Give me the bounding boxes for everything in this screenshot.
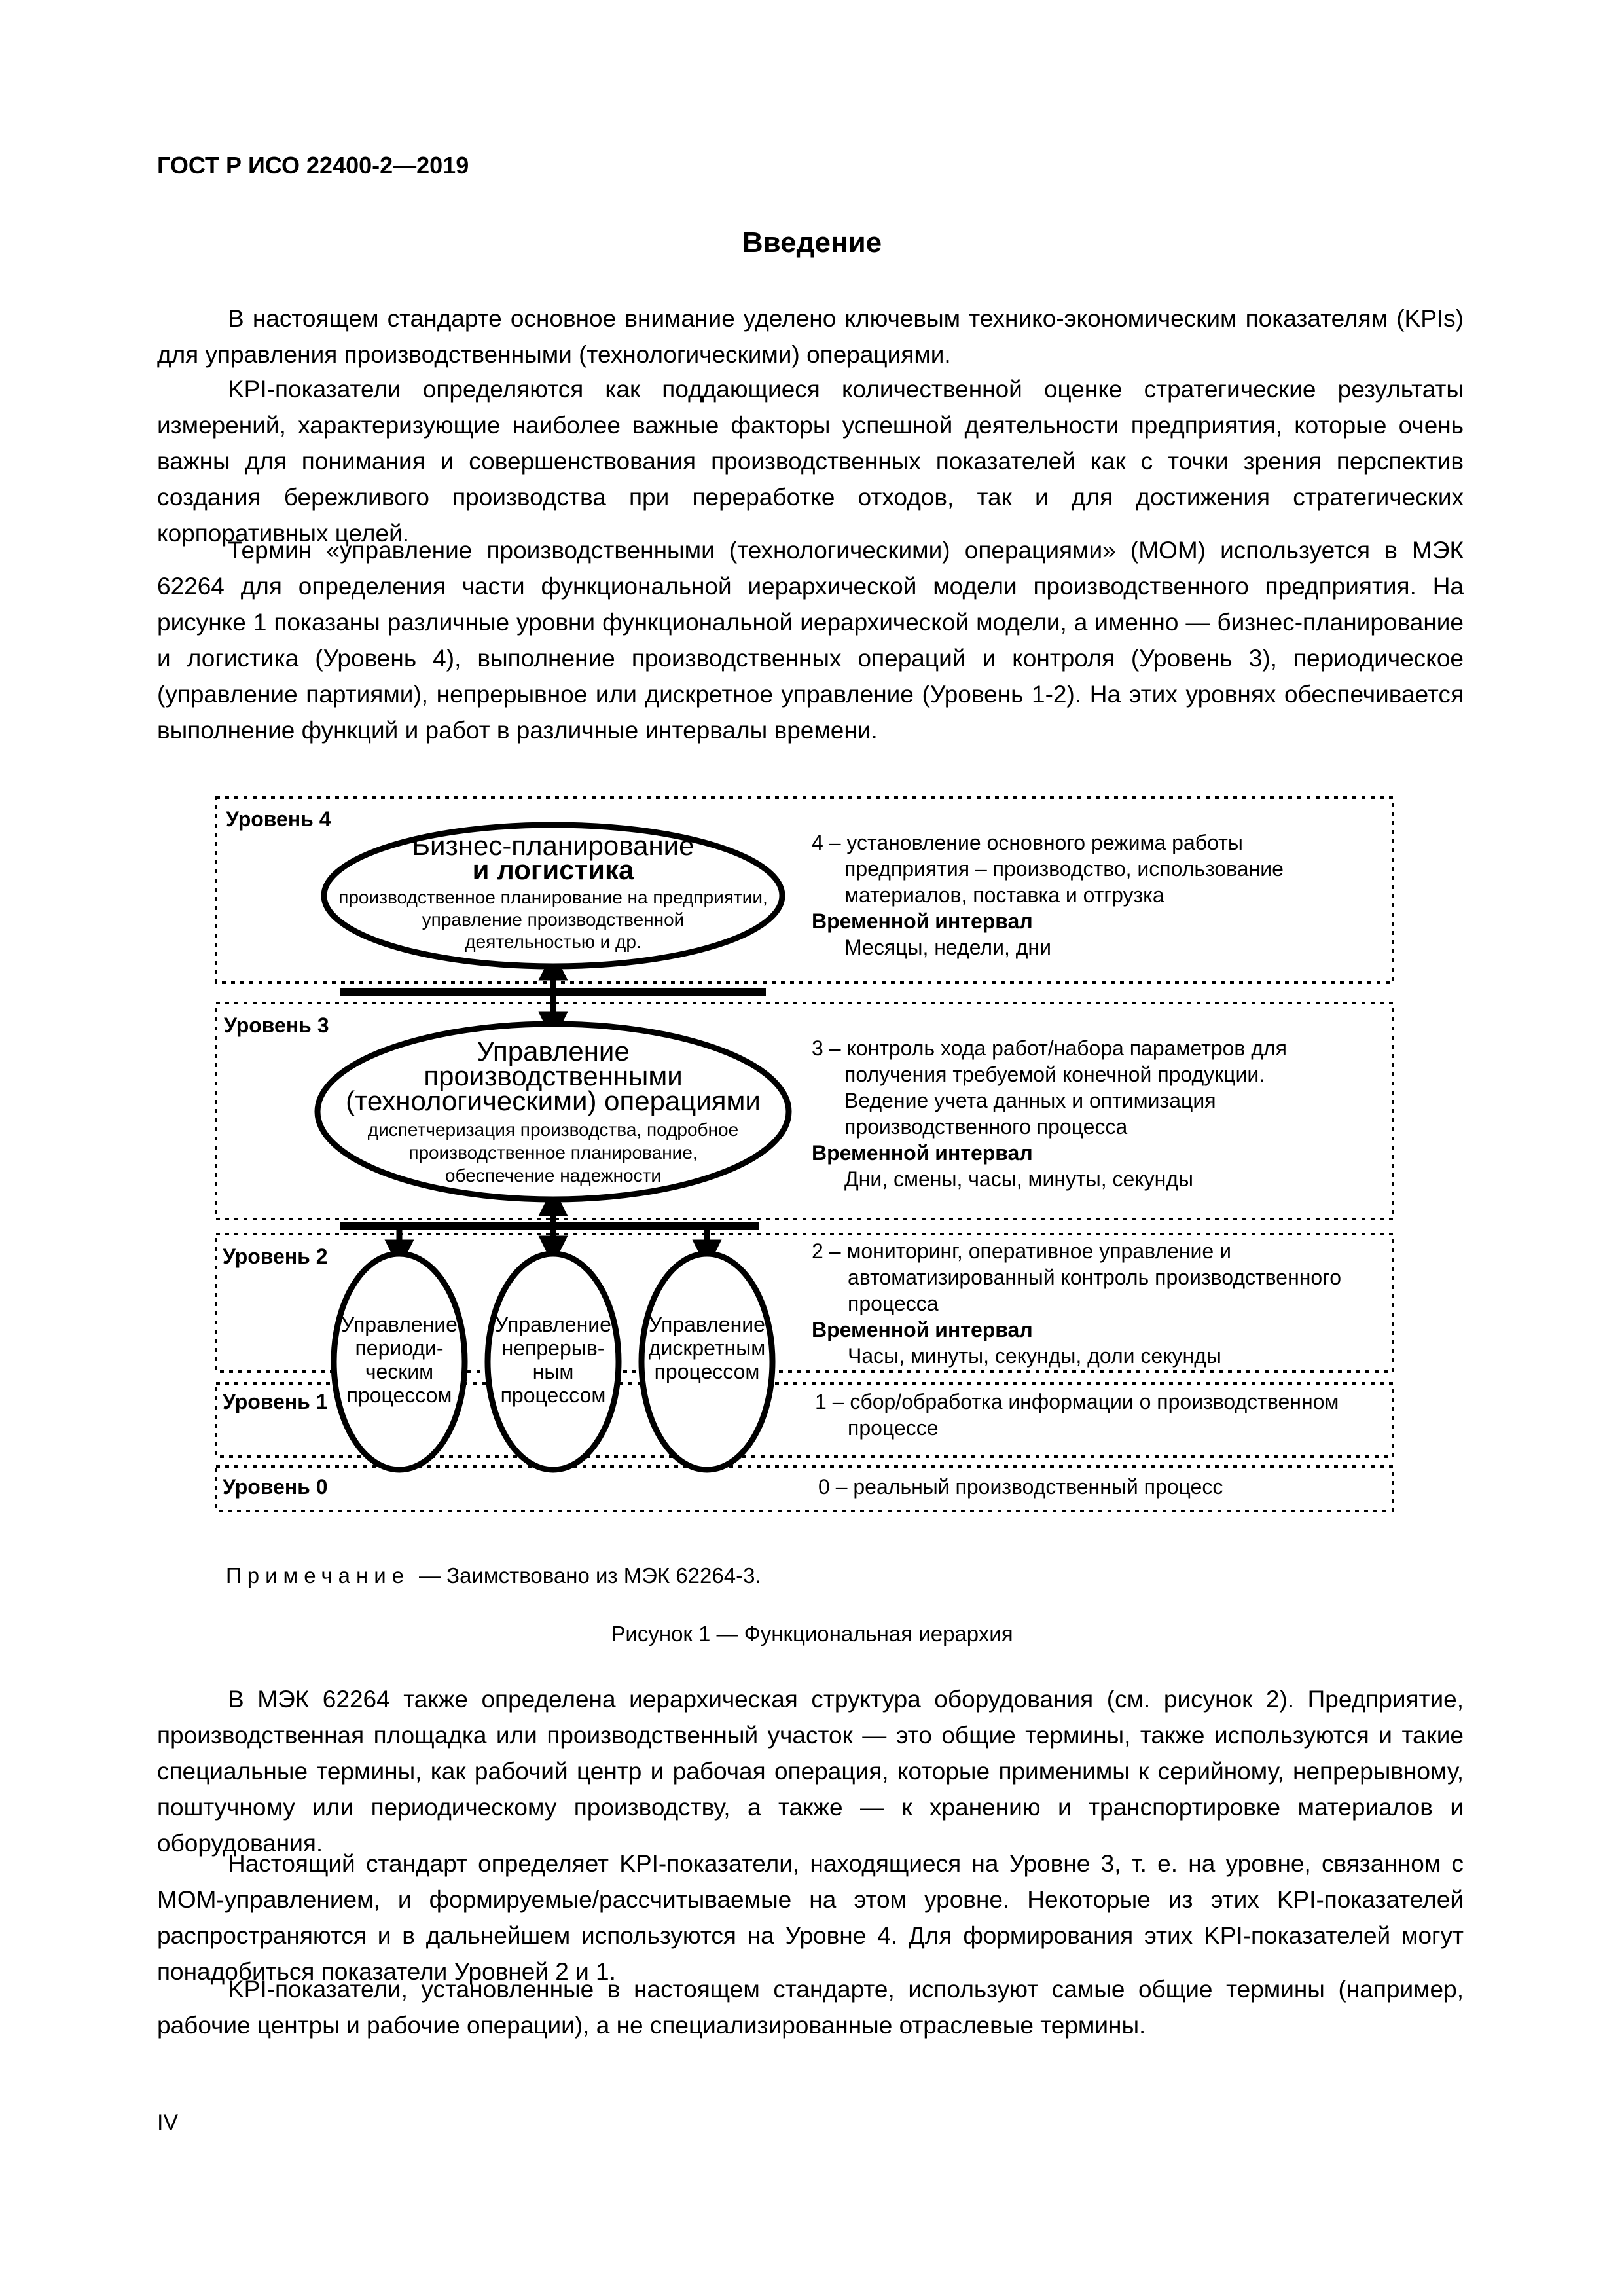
level-description: процесса: [848, 1292, 939, 1315]
oval-label: ческим: [365, 1360, 434, 1383]
ellipse-title: Бизнес-планирование: [412, 830, 695, 861]
paragraph: Настоящий стандарт определяет KPI-показатели, находящиеся на Уровне 3, т. е. на уровне, связанном с МОМ-управлением, и формируемые/рассчитываемые на этом уровне. Некоторые из этих KPI-показателей распространяются и в дальнейшем используются на Уровне 4. Для формирования этих KPI-показателей могут понадобиться показатели Уровней 2 и 1.: [157, 1850, 1464, 1985]
interval-value: Дни, смены, часы, минуты, секунды: [844, 1167, 1193, 1191]
paragraph: KPI-показатели, установленные в настоящем стандарте, используют самые общие термины (например, рабочие центры и рабочие операции), а не специализированные отраслевые термины.: [157, 1976, 1464, 2039]
level-4-label: Уровень 4: [226, 807, 331, 831]
page-number: IV: [157, 2110, 179, 2135]
oval-label: Управление: [649, 1313, 765, 1336]
paragraph: В МЭК 62264 также определена иерархическая структура оборудования (см. рисунок 2). Предприятие, производственная площадка или производственный участок — это общие термины, также используются и такие специальные термины, как рабочий центр и рабочая операция, которые применимы к серийному, непрерывному, поштучному или периодическому производству, а также — к хранению и транспортировке материалов и оборудования.: [157, 1686, 1464, 1857]
ellipse-subtitle: управление производственной: [422, 909, 685, 930]
oval-label: Управление: [495, 1313, 611, 1336]
level-description: автоматизированный контроль производственного: [848, 1266, 1341, 1289]
note-label: Примечание: [226, 1563, 410, 1588]
oval-label: непрерыв-: [501, 1336, 605, 1360]
oval-label: процессом: [346, 1383, 452, 1407]
level-description: материалов, поставка и отгрузка: [844, 883, 1164, 907]
oval-label: Управление: [341, 1313, 458, 1336]
level-description: получения требуемой конечной продукции.: [844, 1063, 1265, 1086]
oval-label: дискретным: [648, 1336, 766, 1360]
level-description: 2 – мониторинг, оперативное управление и: [812, 1239, 1231, 1263]
ellipse-subtitle: деятельностью и др.: [465, 932, 641, 952]
level-1-label: Уровень 1: [223, 1390, 328, 1413]
level-description: производственного процесса: [844, 1115, 1128, 1139]
ellipse-subtitle: производственное планирование на предприятии,: [338, 887, 768, 907]
level-0-label: Уровень 0: [223, 1475, 328, 1499]
oval-label: процессом: [500, 1383, 606, 1407]
ellipse-title: Управление: [477, 1036, 630, 1066]
document-header: ГОСТ Р ИСО 22400-2—2019: [157, 152, 469, 179]
oval-label: периоди-: [355, 1336, 444, 1360]
interval-label: Временной интервал: [812, 909, 1033, 933]
level-3-label: Уровень 3: [224, 1013, 329, 1037]
interval-label: Временной интервал: [812, 1141, 1033, 1165]
level-description: процессе: [848, 1416, 939, 1440]
interval-label: Временной интервал: [812, 1318, 1033, 1341]
ellipse-subtitle: производственное планирование,: [408, 1142, 698, 1163]
section-title: Введение: [742, 227, 882, 259]
level-2-label: Уровень 2: [223, 1245, 328, 1268]
level-description: 1 – сбор/обработка информации о производственном: [815, 1390, 1339, 1413]
figure-note: [226, 1563, 761, 1588]
ellipse-title: (технологическими) операциями: [346, 1085, 761, 1116]
level-description: 3 – контроль хода работ/набора параметров для: [812, 1036, 1287, 1060]
figure-caption: Рисунок 1 — Функциональная иерархия: [611, 1622, 1013, 1646]
level-description: 0 – реальный производственный процесс: [818, 1475, 1223, 1499]
oval-label: процессом: [654, 1360, 760, 1383]
oval-label: ным: [532, 1360, 574, 1383]
level-description: предприятия – производство, использование: [844, 857, 1284, 881]
ellipse-title: производственными: [424, 1061, 683, 1091]
paragraph: В настоящем стандарте основное внимание уделено ключевым технико-экономическим показателям (KPIs) для управления производственными (технологическими) операциями.: [157, 305, 1464, 368]
paragraph: KPI-показатели определяются как поддающиеся количественной оценке стратегические результаты измерений, характеризующие наиболее важные факторы успешной деятельности предприятия, которые очень важны для понимания и совершенствования производственных показателей как с точки зрения перспектив создания бережливого производства при переработке отходов, так и для достижения стратегических корпоративных целей.: [157, 376, 1464, 547]
paragraph: Термин «управление производственными (технологическими) операциями» (МОМ) используется в МЭК 62264 для определения части функциональной иерархической модели производственного предприятия. На рисунке 1 показаны различные уровни функциональной иерархической модели, а именно — бизнес-планирование и логистика (Уровень 4), выполнение производственных операций и контроля (Уровень 3), периодическое (управление партиями), непрерывное или дискретное управление (Уровень 1-2). На этих уровнях обеспечивается выполнение функций и работ в различные интервалы времени.: [157, 537, 1464, 744]
level-description: 4 – установление основного режима работы: [812, 831, 1243, 854]
note-text: — Заимствовано из МЭК 62264-3.: [419, 1563, 761, 1588]
ellipse-subtitle: диспетчеризация производства, подробное: [367, 1120, 739, 1140]
level-description: Ведение учета данных и оптимизация: [844, 1089, 1216, 1112]
ellipse-title: и логистика: [472, 854, 634, 885]
interval-value: Часы, минуты, секунды, доли секунды: [848, 1344, 1221, 1368]
ellipse-subtitle: обеспечение надежности: [444, 1165, 662, 1186]
interval-value: Месяцы, недели, дни: [844, 936, 1051, 959]
